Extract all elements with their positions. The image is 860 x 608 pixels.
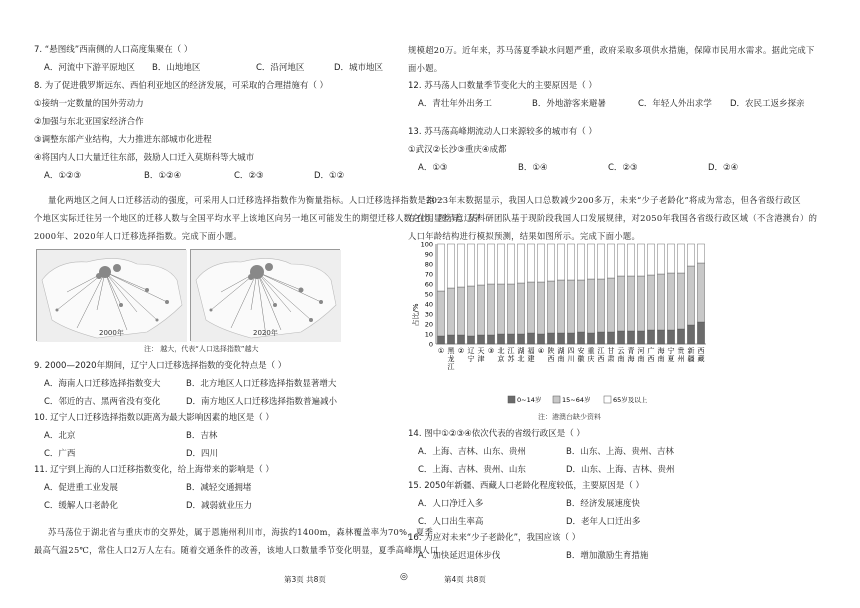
q11-option-b[interactable]: B．减轻交通拥堵: [186, 483, 252, 493]
chart-bars: [437, 244, 704, 344]
bar-segment: [697, 244, 704, 263]
bar-segment: [487, 244, 494, 284]
bar-segment: [497, 284, 504, 334]
passage2-cont-line2: 面小题。: [408, 63, 443, 73]
bar-segment: [497, 244, 504, 284]
bar-segment: [437, 336, 444, 344]
q9-stem: 9. 2000—2020年期间，辽宁人口迁移选择指数的变化特点是（ ）: [34, 361, 287, 371]
x-tick-label: 福: [527, 347, 535, 355]
bar-segment: [487, 284, 494, 335]
bar-segment: [507, 244, 514, 284]
bar-segment: [547, 333, 554, 344]
x-tick-label: 青: [627, 347, 635, 355]
x-tick-label: 龙: [447, 355, 455, 363]
q10-option-b[interactable]: B．吉林: [186, 431, 218, 441]
page-footer-left: 第3页 共8页: [284, 575, 326, 584]
bar-segment: [437, 291, 444, 336]
bar-segment: [467, 244, 474, 286]
bar-segment: [637, 244, 644, 276]
bar-segment: [447, 335, 454, 344]
bar-segment: [547, 244, 554, 281]
bar-segment: [457, 244, 464, 287]
map-2020-year-label: 2020年: [253, 329, 278, 337]
q8-item-1: ①接纳一定数量的国外劳动力: [34, 99, 144, 109]
x-tick-label: 海: [627, 355, 635, 363]
bar-segment: [567, 333, 574, 344]
x-tick-label: 辽: [467, 347, 475, 355]
q7-option-c[interactable]: C．沿河地区: [256, 63, 305, 73]
bar-segment: [597, 279, 604, 332]
x-tick-label: 川: [567, 355, 575, 363]
x-tick-label: 徽: [577, 355, 585, 363]
x-tick-label: 湖: [557, 347, 565, 355]
x-tick-label: 夏: [667, 355, 675, 363]
bar-segment: [697, 263, 704, 322]
bar-segment: [517, 283, 524, 334]
migration-map-2000: [36, 249, 186, 341]
q13-option-b[interactable]: B．①④: [518, 163, 548, 173]
x-tick-label: 南: [617, 355, 625, 363]
bar-segment: [557, 244, 564, 280]
q15-option-a[interactable]: A．人口净迁入多: [418, 499, 484, 509]
x-tick-label: 四: [567, 347, 575, 355]
x-tick-label: ④: [537, 347, 545, 355]
x-tick-label: 江: [447, 363, 455, 371]
x-tick-label: ①: [437, 347, 445, 355]
bar-segment: [587, 333, 594, 344]
bar-segment: [567, 280, 574, 333]
x-tick-label: 新: [687, 347, 695, 355]
bar-segment: [667, 273, 674, 330]
y-tick-label: 30: [424, 310, 433, 319]
q11-stem: 11. 辽宁到上海的人口迁移指数变化，给上海带来的影响是（ ）: [34, 465, 274, 475]
bar-segment: [497, 334, 504, 344]
q15-stem: 15. 2050年新疆、西藏人口老龄化程度较低，主要原因是（ ）: [408, 481, 645, 491]
bar-segment: [657, 274, 664, 330]
bar-segment: [507, 334, 514, 344]
bar-segment: [537, 334, 544, 344]
q9-option-c[interactable]: C．邻近的吉、黑两省没有变化: [44, 397, 161, 407]
q7-option-d[interactable]: D．城市地区: [334, 63, 384, 73]
x-tick-label: 肃: [607, 355, 615, 363]
q8-item-3: ③调整东部产业结构，大力推进东部城市化进程: [34, 135, 212, 145]
x-tick-label: 海: [657, 347, 665, 355]
legend-label: 15~64岁: [562, 396, 591, 404]
x-tick-label: 西: [597, 355, 605, 363]
q8-item-4: ④将国内人口大量迁往东部，鼓励人口迁入莫斯科等大城市: [34, 153, 255, 163]
bar-segment: [457, 287, 464, 335]
x-tick-label: 江: [597, 347, 605, 355]
q7-option-b[interactable]: B．山地地区: [152, 63, 201, 73]
q8-option-c[interactable]: C．②③: [234, 171, 264, 181]
q14-option-b[interactable]: B．山东、上海、贵州、吉林: [566, 447, 674, 457]
bar-segment: [617, 276, 624, 331]
q13-items: ①武汉②长沙③重庆④成都: [408, 145, 507, 155]
y-tick-label: 20: [424, 320, 433, 329]
passage2-line2: 最高气温25℃，常住人口2万人左右。随着交通条件的改善，该地人口数量季节变化明显，夏季高峰期人口: [34, 545, 439, 555]
bar-segment: [567, 244, 574, 280]
center-binding-mark: ◎: [400, 572, 408, 582]
bar-segment: [467, 336, 474, 344]
x-tick-label: 西: [647, 355, 655, 363]
q12-option-b[interactable]: B．外地游客来避暑: [532, 99, 606, 109]
q8-option-a[interactable]: A．①②③: [44, 171, 82, 181]
page-footer-right: 第4页 共8页: [444, 575, 486, 584]
chart-note: 注：港澳台缺少资料: [538, 413, 601, 421]
q12-stem: 12. 苏马荡人口数量季节变化大的主要原因是（ ）: [408, 81, 597, 91]
x-tick-label: 苏: [507, 355, 515, 363]
bar-segment: [477, 335, 484, 344]
passage2-line1: 苏马荡位于湖北省与重庆市的交界处，属于恩施州利川市，海拔约1400m，森林覆盖率为70%，夏季: [48, 527, 434, 537]
bar-segment: [647, 275, 654, 330]
bar-segment: [697, 322, 704, 344]
bar-segment: [577, 244, 584, 280]
q13-option-a[interactable]: A．①③: [418, 163, 448, 173]
bar-segment: [557, 333, 564, 344]
q9-option-b[interactable]: B．北方地区人口迁移选择指数显著增大: [186, 379, 337, 389]
legend-swatch: [553, 396, 560, 403]
bar-segment: [627, 244, 634, 276]
bar-segment: [687, 266, 694, 325]
x-tick-label: 北: [517, 355, 525, 363]
bar-segment: [677, 273, 684, 329]
y-tick-label: 0: [428, 340, 433, 349]
bar-segment: [457, 335, 464, 344]
migration-map-2020: [190, 249, 340, 341]
x-tick-label: 州: [677, 355, 685, 363]
q7-stem: 7. “悬图线”西南侧的人口高度集聚在（ ）: [34, 45, 193, 55]
map-note: 注： 越大，代表“人口选择指数”越大: [144, 345, 259, 353]
legend-swatch: [604, 396, 611, 403]
bar-segment: [687, 244, 694, 266]
bar-segment: [577, 332, 584, 344]
x-tick-label: 黑: [447, 347, 455, 355]
chart-ylabel: 占比/%: [412, 303, 420, 327]
q10-option-d[interactable]: D．四川: [186, 449, 219, 459]
q8-stem: 8. 为了促进俄罗斯远东、西伯利亚地区的经济发展，可采取的合理措施有（ ）: [34, 81, 329, 91]
q15-option-c[interactable]: C．人口出生率高: [418, 517, 484, 527]
x-tick-label: 西: [697, 347, 705, 355]
y-tick-label: 80: [424, 260, 433, 269]
bar-segment: [537, 282, 544, 334]
bar-segment: [477, 285, 484, 335]
x-tick-label: 宁: [667, 347, 675, 355]
age-structure-chart: [408, 240, 718, 410]
q8-option-d[interactable]: D．①②: [314, 171, 345, 181]
q11-option-a[interactable]: A．促进重工业发展: [44, 483, 118, 493]
y-tick-label: 40: [424, 300, 433, 309]
q9-option-d[interactable]: D．南方地区人口迁移选择指数普遍减小: [186, 397, 338, 407]
q16-option-b[interactable]: B．增加激励生育措施: [566, 551, 649, 561]
bar-segment: [487, 335, 494, 344]
bar-segment: [477, 244, 484, 285]
q12-option-c[interactable]: C．年轻人外出求学: [638, 99, 712, 109]
q13-option-c[interactable]: C．②③: [608, 163, 638, 173]
bar-segment: [597, 332, 604, 344]
bar-segment: [617, 331, 624, 344]
q8-item-2: ②加强与东北亚国家经济合作: [34, 117, 144, 127]
legend-swatch: [508, 396, 515, 403]
bar-segment: [687, 325, 694, 344]
y-tick-label: 60: [424, 280, 433, 289]
bar-segment: [577, 280, 584, 332]
q14-option-a[interactable]: A．上海、吉林、山东、贵州: [418, 447, 526, 457]
q15-option-d[interactable]: D．老年人口迁出多: [566, 517, 641, 527]
passage3-line2: 存在明显差异。某科研团队基于现阶段我国人口发展规律，对2050年我国各省级行政区域（不含港澳台）的: [408, 213, 818, 223]
bar-segment: [467, 286, 474, 336]
x-tick-label: 南: [657, 355, 665, 363]
x-tick-label: 宁: [467, 355, 475, 363]
x-tick-label: 广: [647, 347, 655, 355]
bar-segment: [587, 244, 594, 279]
bar-segment: [447, 288, 454, 335]
bar-segment: [547, 281, 554, 333]
q11-option-c[interactable]: C．缓解人口老龄化: [44, 501, 118, 511]
x-tick-label: 北: [497, 347, 505, 355]
x-tick-label: 疆: [687, 355, 695, 363]
x-tick-label: 天: [477, 347, 485, 355]
q11-option-d[interactable]: D．减弱就业压力: [186, 501, 253, 511]
bar-segment: [637, 276, 644, 331]
passage1-line2: 个地区实际迁往另一个地区的迁移人数与全国平均水平上该地区向另一地区可能发生的期望迁移人数之比。图示意辽宁: [34, 213, 482, 223]
x-tick-label: 陕: [547, 347, 555, 355]
x-tick-label: 贵: [677, 347, 685, 355]
x-tick-label: ③: [487, 347, 495, 355]
q16-stem: 16. 为应对未来“少子老龄化”，我国应该（ ）: [408, 533, 581, 543]
bar-segment: [517, 334, 524, 344]
passage1-line1: 量化两地区之间人口迁移活动的强度，可采用人口迁移选择指数作为衡量指标。人口迁移选择指数是指一: [48, 195, 444, 205]
q13-stem: 13. 苏马荡高峰期流动人口来源较多的城市有（ ）: [408, 127, 597, 137]
x-tick-label: 重: [587, 347, 595, 355]
bar-segment: [627, 276, 634, 331]
x-tick-label: 京: [497, 355, 505, 363]
q10-option-a[interactable]: A．北京: [44, 431, 76, 441]
bar-segment: [517, 244, 524, 283]
q10-option-c[interactable]: C．广西: [44, 449, 76, 459]
bar-segment: [597, 244, 604, 279]
y-tick-label: 90: [424, 250, 433, 259]
x-tick-label: 津: [477, 355, 485, 363]
legend-label: 65岁及以上: [613, 396, 648, 404]
q14-option-d[interactable]: D．山东、上海、吉林、贵州: [566, 465, 675, 475]
y-tick-label: 70: [424, 270, 433, 279]
x-tick-label: 建: [527, 355, 535, 363]
bar-segment: [667, 244, 674, 273]
y-tick-label: 100: [420, 240, 433, 249]
x-tick-label: ②: [457, 347, 465, 355]
x-tick-label: 河: [637, 347, 645, 355]
x-tick-label: 藏: [697, 355, 705, 363]
bar-segment: [527, 244, 534, 282]
legend-label: 0~14岁: [517, 396, 542, 404]
bar-segment: [527, 333, 534, 344]
passage2-cont-line1: 规模超20万。近年来，苏马荡夏季缺水问题严重，政府采取多项供水措施，保障市民用水需求。据此完成下: [408, 45, 815, 55]
q12-option-a[interactable]: A．青壮年外出务工: [418, 99, 492, 109]
bar-segment: [537, 244, 544, 282]
x-tick-label: 南: [557, 355, 565, 363]
y-tick-label: 10: [424, 330, 433, 339]
bar-segment: [677, 244, 684, 273]
x-tick-label: 西: [547, 355, 555, 363]
bar-segment: [507, 284, 514, 334]
bar-segment: [667, 330, 674, 344]
chart-x-labels: [438, 346, 705, 371]
bar-segment: [677, 329, 684, 344]
q14-stem: 14. 图中①②③④依次代表的省级行政区是（ ）: [408, 429, 585, 439]
x-tick-label: 南: [637, 355, 645, 363]
q16-option-a[interactable]: A．加快延迟退休步伐: [418, 551, 501, 561]
bar-segment: [447, 244, 454, 288]
passage1-line3: 2000年、2020年人口迁移选择指数。完成下面小题。: [34, 231, 242, 241]
passage3-line1: 2023年末数据显示，我国人口总数减少200多万，未来“少子老龄化”将成为常态，但各省级行政区: [426, 195, 801, 205]
x-tick-label: 庆: [587, 355, 595, 363]
chart-legend: [508, 395, 648, 404]
bar-segment: [657, 244, 664, 274]
q12-option-d[interactable]: D．农民工返乡探亲: [730, 99, 805, 109]
bar-segment: [657, 330, 664, 344]
y-tick-label: 50: [424, 290, 433, 299]
bar-segment: [617, 244, 624, 276]
bar-segment: [607, 244, 614, 278]
q9-option-a[interactable]: A．海南人口迁移选择指数变大: [44, 379, 161, 389]
bar-segment: [647, 244, 654, 275]
passage3-line3: 人口年龄结构进行模拟预测，结果如图所示。完成下面小题。: [408, 231, 641, 241]
x-tick-label: 云: [617, 347, 625, 355]
q8-option-b[interactable]: B．①②④: [144, 171, 182, 181]
bar-segment: [637, 331, 644, 344]
bar-segment: [527, 282, 534, 333]
q14-option-c[interactable]: C．上海、吉林、贵州、山东: [418, 465, 526, 475]
bar-segment: [647, 330, 654, 344]
bar-segment: [587, 279, 594, 333]
q13-option-d[interactable]: D．②④: [708, 163, 739, 173]
q15-option-b[interactable]: B．经济发展速度快: [566, 499, 640, 509]
map-2000-year-label: 2000年: [99, 329, 124, 337]
x-tick-label: 江: [507, 347, 515, 355]
q10-stem: 10. 辽宁人口迁移选择指数以距离为最大影响因素的地区是（ ）: [34, 413, 274, 423]
q7-option-a[interactable]: A．河流中下游平原地区: [44, 63, 135, 73]
x-tick-label: 湖: [517, 347, 525, 355]
bar-segment: [607, 332, 614, 344]
bar-segment: [437, 244, 444, 291]
x-tick-label: 安: [577, 347, 585, 355]
bar-segment: [607, 278, 614, 332]
bar-segment: [557, 280, 564, 333]
x-tick-label: 甘: [607, 347, 615, 355]
bar-segment: [627, 331, 634, 344]
